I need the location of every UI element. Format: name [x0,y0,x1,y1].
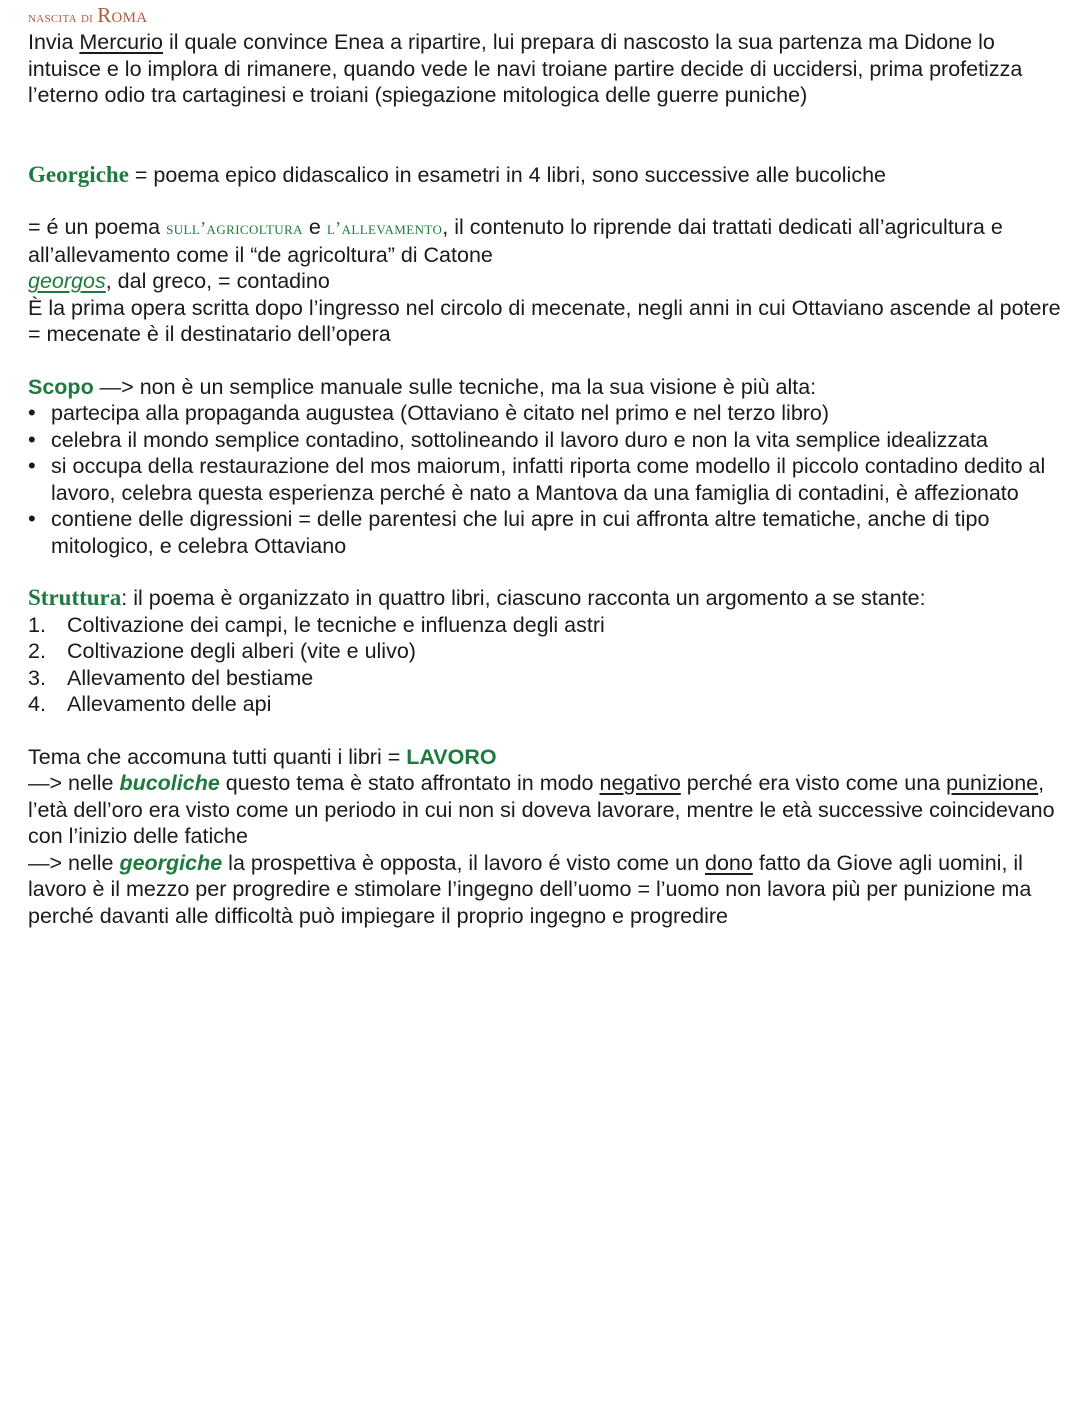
georgiche-p2-a: = é un poema [28,215,167,239]
georgiche-text-a: la prospettiva è opposta, il lavoro é visto come un [222,850,706,875]
list-number: 3. [28,665,46,690]
struttura-intro-text: : il poema è organizzato in quattro libri, ciascuno racconta un argomento a se stante: [121,586,926,610]
agricoltura-label: sull’agricoltura [166,218,303,238]
bucoliche-text-b: perché era visto come una [680,771,947,795]
struttura-intro [28,585,1068,612]
header-label-first: nascita di [28,10,98,26]
bucoliche-text-a: questo tema è stato affrontato in modo [219,771,600,795]
scopo-bullet-list [28,400,1068,559]
list-item [28,665,1068,692]
allevamento-label: l’allevamento [326,218,443,238]
list-number: 2. [28,639,46,663]
bucoliche-text-c: , l’età dell’oro era visto come un periodo in cui non si doveva lavorare, mentre le età successive coincidevano con l’inizio delle fatiche [28,771,1055,848]
georgiche-p2-e: e [302,215,327,239]
document-page [28,4,1068,929]
list-item: • contiene delle digressioni = delle parentesi che lui apre in cui affronta altre tematiche, anche di tipo mitologico, e celebra Ottaviano [28,506,1068,559]
tema-intro-text: Tema che accomuna tutti quanti i libri = [28,744,407,769]
bucoliche-word: bucoliche [119,771,220,795]
list-item-text: Coltivazione degli alberi (vite e ulivo) [67,639,416,663]
georgiche-word: georgiche [119,850,223,875]
scopo-intro-text: —> non è un semplice manuale sulle tecniche, ma la sua visione è più alta: [93,374,817,399]
georgiche-text-b: fatto da Giove agli uomini, il lavoro è il mezzo per progredire e stimolare l’ingegno dell’uomo = l’uomo non lavora più per punizione ma perché davanti alle difficoltà può impiegare il proprio ingegno e progredire [28,850,1032,928]
list-number: 1. [28,612,46,637]
list-item: • celebra il mondo semplice contadino, sottolineando il lavoro duro e non la vita semplice idealizzata [28,427,1068,454]
list-item: • partecipa alla propaganda augustea (Ottaviano è citato nel primo e nel terzo libro) [28,400,1068,427]
georgiche-title: Georgiche [28,161,129,187]
list-item-text: Allevamento del bestiame [67,665,314,690]
lavoro-keyword: LAVORO [406,744,497,769]
intro-text-a: Invia [28,30,80,54]
list-item: • si occupa della restaurazione del mos maiorum, infatti riporta come modello il piccolo contadino dedito al lavoro, celebra questa esperienza perché è nato a Mantova da una famiglia di contadini, è affezionato [28,453,1068,506]
georgos-line [28,268,1068,295]
punizione-word: punizione [946,771,1039,795]
tema-intro [28,744,1068,771]
scopo-intro [28,374,1068,401]
section-header [28,4,1068,29]
header-label-second: Roma [97,3,148,27]
georgos-rest: , dal greco, = contadino [105,269,330,293]
negativo-word: negativo [599,771,681,795]
georgiche-definition-text: = poema epico didascalico in esametri in 4 libri, sono successive alle bucoliche [128,162,886,187]
georgos-term: georgos [28,269,106,293]
intro-text-b: il quale convince Enea a ripartire, lui prepara di nascosto la sua partenza ma Didone lo intuisce e lo implora di rimanere, quando vede le navi troiane partire decide di uccidersi, prima profetizza l’eterno odio tra cartaginesi e troiani (spiegazione mitologica delle guerre puniche) [28,30,1023,107]
georgiche-definition [28,162,1068,189]
arrow-text: —> nelle [28,771,120,795]
mecenate-paragraph: È la prima opera scritta dopo l’ingresso nel circolo di mecenate, negli anni in cui Ottaviano ascende al potere = mecenate è il destinatario dell’opera [28,295,1061,346]
struttura-numbered-list [28,612,1068,718]
mercurio-link: Mercurio [79,30,164,54]
georgiche-paragraph [28,214,1068,268]
struttura-title: Struttura [28,585,122,610]
intro-paragraph [28,29,1068,109]
bucoliche-paragraph [28,770,1068,850]
list-item [28,638,1068,665]
list-item [28,691,1068,718]
scopo-title: Scopo [28,374,94,399]
georgiche-p2-b: , il contenuto lo riprende dai trattati dedicati all’agricultura e all’allevamento come il “de agricoltura” di Catone [28,215,1003,267]
list-item-text: Allevamento delle api [67,692,272,716]
list-item [28,612,1068,639]
list-number: 4. [28,692,46,716]
dono-word: dono [705,850,753,875]
arrow-text: —> nelle [28,850,120,875]
list-item-text: Coltivazione dei campi, le tecniche e influenza degli astri [67,612,605,637]
georgiche-paragraph-2 [28,850,1068,930]
